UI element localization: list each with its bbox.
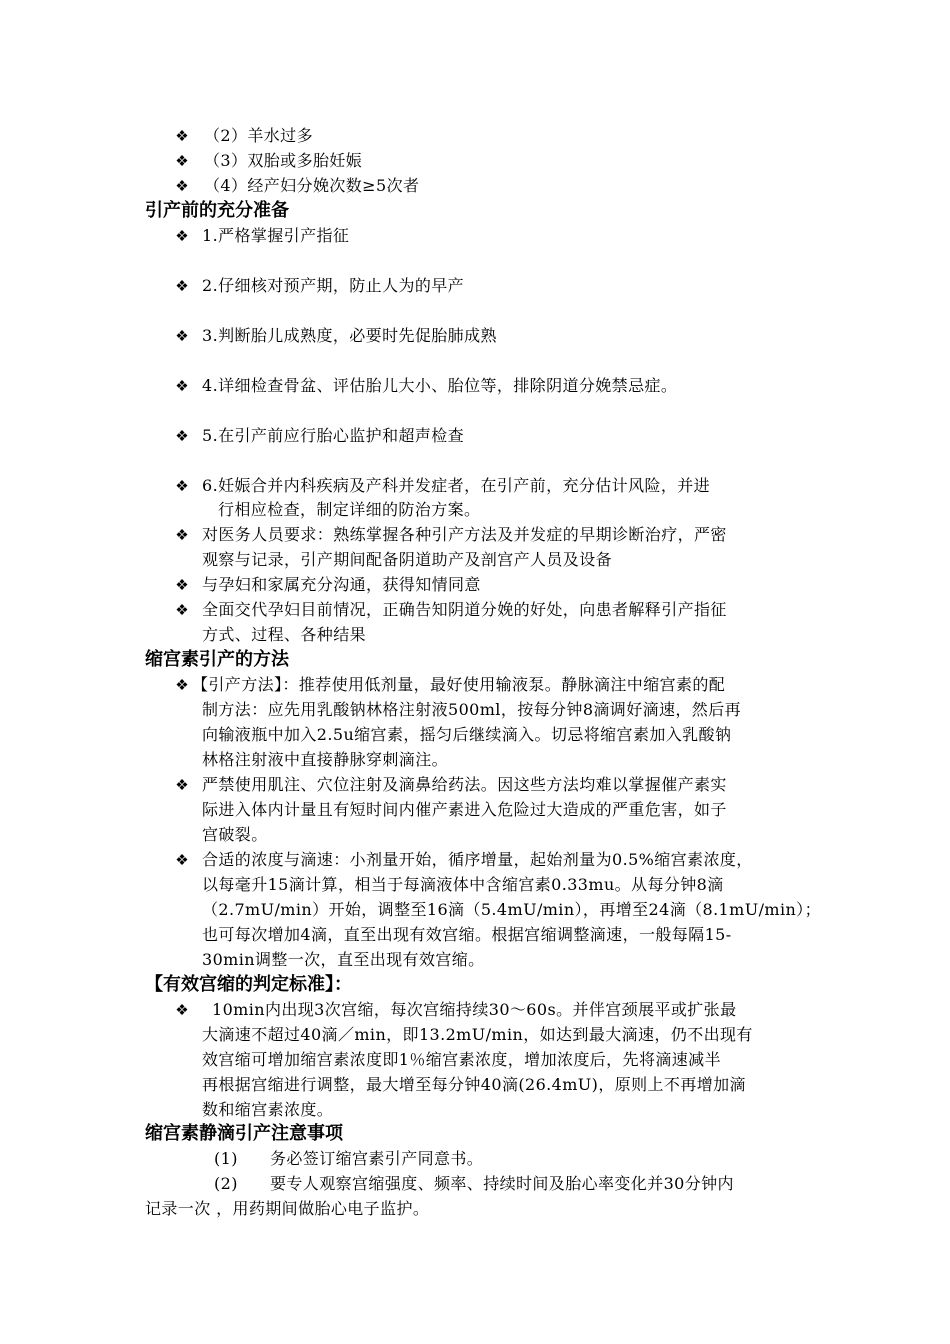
list-item: 1.严格掌握引产指征 — [202, 226, 350, 245]
list-item-continuation: 方式、过程、各种结果 — [202, 625, 367, 644]
list-item: 2.仔细核对预产期，防止人为的早产 — [202, 276, 465, 295]
list-item-continuation: 效宫缩可增加缩宫素浓度即1％缩宫素浓度，增加浓度后，先将滴速减半 — [202, 1050, 721, 1069]
list-item: 全面交代孕妇目前情况，正确告知阴道分娩的好处，向患者解释引产指征 — [202, 600, 727, 619]
bullet-icon: ❖ — [175, 377, 189, 395]
bullet-icon: ❖ — [175, 277, 189, 295]
bullet-icon: ❖ — [175, 776, 189, 794]
bullet-icon: ❖ — [175, 576, 189, 594]
list-item: 对医务人员要求：熟练掌握各种引产方法及并发症的早期诊断治疗，严密 — [202, 525, 727, 544]
list-item-continuation: 30min调整一次，直至出现有效宫缩。 — [202, 950, 485, 969]
list-item: 合适的浓度与滴速：小剂量开始，循序增量，起始剂量为0.5%缩宫素浓度， — [202, 850, 753, 869]
list-item: 3.判断胎儿成熟度，必要时先促胎肺成熟 — [202, 326, 497, 345]
bullet-icon: ❖ — [175, 676, 189, 694]
bullet-icon: ❖ — [175, 227, 189, 245]
list-item: （4）经产妇分娩次数≥5次者 — [204, 176, 420, 195]
paragraph-number: (2) — [214, 1174, 238, 1193]
section-heading-precautions: 缩宫素静滴引产注意事项 — [145, 1123, 343, 1144]
list-item: （3）双胎或多胎妊娠 — [204, 151, 363, 170]
list-item-continuation: 大滴速不超过40滴／min，即13.2mU/min，如达到最大滴速，仍不出现有 — [202, 1025, 753, 1044]
section-heading-method: 缩宫素引产的方法 — [145, 649, 289, 670]
list-item-continuation: 以每毫升15滴计算，相当于每滴液体中含缩宫素0.33mu。从每分钟8滴 — [202, 875, 724, 894]
paragraph: 要专人观察宫缩强度、频率、持续时间及胎心率变化并30分钟内 — [270, 1174, 734, 1193]
bullet-icon: ❖ — [175, 327, 189, 345]
bullet-icon: ❖ — [175, 177, 189, 195]
list-item-continuation: （2.7mU/min）开始，调整至16滴（5.4mU/min），再增至24滴（8.1mU/min）； — [202, 900, 821, 919]
bullet-icon: ❖ — [175, 526, 189, 544]
list-item-continuation: 宫破裂。 — [202, 825, 268, 844]
list-item-continuation: 制方法：应先用乳酸钠林格注射液500ml，按每分钟8滴调好滴速，然后再 — [202, 700, 742, 719]
bullet-icon: ❖ — [175, 427, 189, 445]
list-item-continuation: 向输液瓶中加入2.5u缩宫素，摇匀后继续滴入。切忌将缩宫素加入乳酸钠 — [202, 725, 732, 744]
list-item-continuation: 数和缩宫素浓度。 — [202, 1100, 334, 1119]
list-item: （2）羊水过多 — [204, 126, 313, 145]
paragraph: 务必签订缩宫素引产同意书。 — [270, 1149, 484, 1168]
section-heading-preparation: 引产前的充分准备 — [145, 200, 289, 221]
list-item: 【引产方法】：推荐使用低剂量，最好使用输液泵。静脉滴注中缩宫素的配 — [192, 675, 726, 694]
bullet-icon: ❖ — [175, 152, 189, 170]
list-item: 6.妊娠合并内科疾病及产科并发症者，在引产前，充分估计风险，并进 — [202, 476, 711, 495]
paragraph-continuation: 记录一次 ，用药期间做胎心电子监护。 — [145, 1199, 430, 1218]
bullet-icon: ❖ — [175, 477, 189, 495]
list-item: 10min内出现3次宫缩，每次宫缩持续30～60s。并伴宫颈展平或扩张最 — [212, 1000, 737, 1019]
list-item-continuation: 也可每次增加4滴，直至出现有效宫缩。根据宫缩调整滴速，一般每隔15- — [202, 925, 732, 944]
bullet-icon: ❖ — [175, 851, 189, 869]
paragraph-number: (1) — [214, 1149, 238, 1168]
list-item-continuation: 际进入体内计量且有短时间内催产素进入危险过大造成的严重危害，如子 — [202, 800, 727, 819]
list-item-continuation: 再根据宫缩进行调整，最大增至每分钟40滴(26.4mU)，原则上不再增加滴 — [202, 1075, 746, 1094]
section-heading-criteria: 【有效宫缩的判定标准】： — [145, 974, 352, 995]
bullet-icon: ❖ — [175, 127, 189, 145]
list-item: 与孕妇和家属充分沟通，获得知情同意 — [202, 575, 481, 594]
list-item-continuation: 林格注射液中直接静脉穿刺滴注。 — [202, 750, 449, 769]
list-item-continuation: 观察与记录，引产期间配备阴道助产及剖宫产人员及设备 — [202, 550, 613, 569]
bullet-icon: ❖ — [175, 601, 189, 619]
list-item: 严禁使用肌注、穴位注射及滴鼻给药法。因这些方法均难以掌握催产素实 — [202, 775, 727, 794]
list-item: 5.在引产前应行胎心监护和超声检查 — [202, 426, 465, 445]
bullet-icon: ❖ — [175, 1001, 189, 1019]
list-item: 4.详细检查骨盆、评估胎儿大小、胎位等，排除阴道分娩禁忌症。 — [202, 376, 678, 395]
list-item-continuation: 行相应检查，制定详细的防治方案。 — [218, 500, 481, 519]
